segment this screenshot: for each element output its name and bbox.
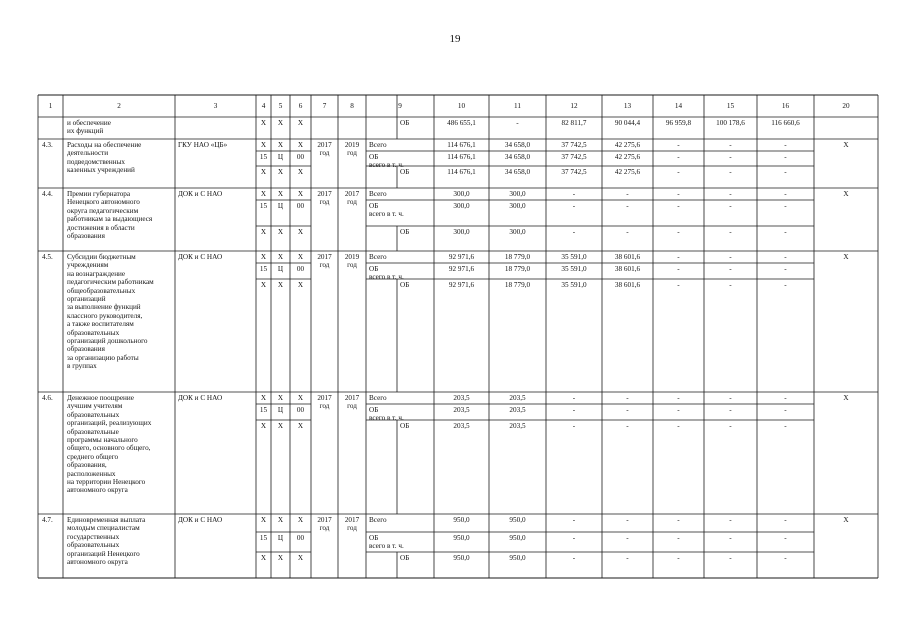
column-header-20: 20 [842, 102, 850, 110]
cell-kbk-2: X [277, 228, 284, 236]
cell-value-c16: - [784, 406, 787, 414]
cell-kbk-3: X [297, 422, 304, 430]
cell-kbk-2: Ц [277, 153, 284, 161]
cell-value-c14: - [677, 153, 680, 161]
cell-value-c10: 950,0 [453, 534, 470, 542]
cell-value-c13: - [626, 394, 629, 402]
cell-source-label: ОБ всего в т. ч. [369, 406, 404, 423]
cell-value-c12: 35 591,0 [561, 265, 587, 273]
cell-value-c15: - [729, 281, 732, 289]
cell-value-c13: - [626, 406, 629, 414]
entry-organization: ДОК и С НАО [178, 394, 223, 402]
cell-value-c10: 203,5 [453, 422, 470, 430]
cell-value-c11: 18 779,0 [504, 265, 531, 273]
cell-value-c14: - [677, 422, 680, 430]
cell-value-c14: - [677, 516, 680, 524]
cell-value-c16: - [784, 516, 787, 524]
cell-kbk-3: X [297, 516, 304, 524]
cell-value-c11: 203,5 [509, 394, 526, 402]
page-number: 19 [449, 33, 461, 45]
cell-source-label: Всего [369, 253, 387, 261]
cell-source-label: Всего [369, 516, 387, 524]
cell-value-c11: 300,0 [509, 190, 526, 198]
cell-value-c15: - [729, 406, 732, 414]
cell-kbk-2: X [277, 554, 284, 562]
cell-value-c11: 34 658,0 [504, 168, 531, 176]
entry-organization: ДОК и С НАО [178, 190, 223, 198]
cell-kbk-3: X [297, 119, 304, 127]
entry-end-year: 2017 год [344, 394, 360, 411]
cell-kbk-1: X [260, 554, 267, 562]
cell-source-label: Всего [369, 190, 387, 198]
cell-value-c15: - [729, 422, 732, 430]
cell-value-c11: - [516, 119, 519, 127]
entry-description: Расходы на обеспечение деятельности подведомственных казенных учреждений [67, 141, 142, 175]
cell-kbk-3: X [297, 394, 304, 402]
cell-kbk-3: 00 [296, 534, 305, 542]
cell-value-c13: 42 275,6 [614, 141, 641, 149]
cell-value-c10: 203,5 [453, 394, 470, 402]
cell-value-c14: - [677, 394, 680, 402]
cell-value-c12: - [572, 554, 576, 562]
cell-value-c13: - [626, 516, 629, 524]
cell-kbk-1: X [260, 394, 267, 402]
entry-col20: X [843, 516, 849, 524]
cell-value-c16: - [784, 281, 787, 289]
cell-kbk-3: X [297, 190, 304, 198]
cell-value-c14: - [677, 406, 680, 414]
cell-value-c12: - [572, 394, 576, 402]
cell-value-c16: - [784, 190, 787, 198]
cell-value-c14: - [677, 141, 680, 149]
cell-value-c10: 92 971,6 [448, 281, 475, 289]
entry-number: 4.6. [42, 394, 53, 402]
cell-source-label: ОБ всего в т. ч. [369, 153, 404, 170]
cell-value-c13: - [626, 228, 629, 236]
column-header-8: 8 [350, 102, 354, 110]
cell-value-c10: 950,0 [453, 516, 470, 524]
cell-value-c10: 300,0 [453, 202, 470, 210]
cell-kbk-2: Ц [277, 202, 284, 210]
cell-value-c12: - [572, 422, 576, 430]
cell-kbk-1: 15 [259, 202, 268, 210]
cell-kbk-1: X [260, 190, 267, 198]
cell-value-c11: 18 779,0 [504, 253, 531, 261]
entry-col20: X [843, 253, 849, 261]
cell-value-c16: - [784, 422, 787, 430]
cell-value-c13: - [626, 422, 629, 430]
column-header-10: 10 [457, 102, 466, 110]
cell-value-c12: - [572, 228, 576, 236]
cell-value-c11: 300,0 [509, 228, 526, 236]
entry-end-year: 2019 год [344, 253, 360, 270]
cell-kbk-2: X [277, 168, 284, 176]
cell-value-c14: - [677, 190, 680, 198]
cell-value-c10: 92 971,6 [448, 253, 475, 261]
cell-source-label: ОБ [400, 119, 410, 127]
cell-value-c16: - [784, 168, 787, 176]
cell-kbk-2: X [277, 516, 284, 524]
cell-kbk-2: X [277, 281, 284, 289]
cell-value-c14: - [677, 534, 680, 542]
cell-value-c11: 34 658,0 [504, 141, 531, 149]
cell-value-c16: - [784, 153, 787, 161]
cell-source-label: ОБ [400, 554, 410, 562]
cell-value-c13: - [626, 202, 629, 210]
cell-value-c15: 100 178,6 [716, 119, 745, 127]
cell-kbk-1: X [260, 141, 267, 149]
column-header-14: 14 [674, 102, 683, 110]
cell-value-c13: - [626, 554, 629, 562]
cell-value-c14: - [677, 265, 680, 273]
entry-number: 4.4. [42, 190, 53, 198]
cell-value-c13: 38 601,6 [614, 281, 641, 289]
cell-value-c12: - [572, 516, 576, 524]
cell-kbk-3: 00 [296, 202, 305, 210]
entry-number: 4.7. [42, 516, 53, 524]
cell-value-c11: 203,5 [509, 422, 526, 430]
column-header-5: 5 [278, 102, 283, 110]
column-header-13: 13 [623, 102, 632, 110]
cell-value-c15: - [729, 202, 732, 210]
column-header-7: 7 [322, 102, 327, 110]
cell-kbk-3: 00 [296, 265, 305, 273]
cell-value-c11: 950,0 [509, 534, 526, 542]
cell-value-c12: - [572, 534, 576, 542]
entry-description: Единовременная выплата молодым специалистам государственных образовательных организаций Ненецкого автономного округа [67, 516, 146, 567]
cell-value-c15: - [729, 534, 732, 542]
cell-value-c13: 42 275,6 [614, 153, 641, 161]
cell-value-c16: - [784, 202, 787, 210]
cell-kbk-2: X [277, 253, 284, 261]
column-header-12: 12 [570, 102, 578, 110]
cell-source-label: Всего [369, 394, 387, 402]
cell-value-c11: 950,0 [509, 516, 526, 524]
cell-kbk-2: X [277, 422, 284, 430]
entry-description: Денежное поощрение лучшим учителям образовательных организаций, реализующих образовательные программы начального общего, основного общего, среднего общего образования, расположенных на территории Ненецкого автономного округа [67, 394, 152, 495]
cell-value-c10: 486 655,1 [447, 119, 476, 127]
cell-value-c10: 203,5 [453, 406, 470, 414]
cell-value-c11: 300,0 [509, 202, 526, 210]
cell-value-c15: - [729, 516, 732, 524]
entry-start-year: 2017 год [317, 394, 332, 411]
cell-source-label: ОБ всего в т. ч. [369, 534, 404, 551]
cell-value-c15: - [729, 394, 732, 402]
entry-start-year: 2017 год [317, 516, 332, 533]
cell-value-c15: - [729, 153, 732, 161]
cell-value-c12: 37 742,5 [561, 168, 587, 176]
cell-kbk-2: Ц [277, 406, 284, 414]
cell-kbk-1: 15 [259, 265, 268, 273]
cell-value-c13: - [626, 534, 629, 542]
entry-col20: X [843, 190, 849, 198]
entry-organization: ГКУ НАО «ЦБ» [178, 141, 228, 149]
cell-value-c11: 34 658,0 [504, 153, 531, 161]
cell-value-c11: 18 779,0 [504, 281, 531, 289]
cell-kbk-2: Ц [277, 534, 284, 542]
entry-start-year: 2017 год [317, 253, 332, 270]
entry-end-year: 2017 год [344, 516, 360, 533]
entry-organization: ДОК и С НАО [178, 253, 223, 261]
cell-value-c16: - [784, 141, 787, 149]
cell-value-c15: - [729, 141, 732, 149]
cell-kbk-2: X [277, 141, 284, 149]
cell-value-c10: 114 676,1 [447, 168, 476, 176]
entry-end-year: 2019 год [344, 141, 360, 158]
cell-value-c11: 203,5 [509, 406, 526, 414]
cell-kbk-1: 15 [259, 406, 268, 414]
cell-value-c16: - [784, 554, 787, 562]
entry-end-year: 2017 год [344, 190, 360, 207]
cell-value-c10: 114 676,1 [447, 153, 476, 161]
row-description: и обеспечение их функций [67, 119, 111, 136]
cell-kbk-3: X [297, 554, 304, 562]
cell-value-c12: 37 742,5 [561, 141, 587, 149]
cell-value-c14: 96 959,8 [665, 119, 692, 127]
column-header-2: 2 [117, 102, 121, 110]
cell-source-label: ОБ всего в т. ч. [369, 265, 404, 282]
cell-value-c14: - [677, 228, 680, 236]
cell-value-c12: - [572, 406, 576, 414]
cell-value-c13: 90 044,4 [614, 119, 641, 127]
cell-value-c14: - [677, 168, 680, 176]
cell-value-c13: 38 601,6 [614, 265, 641, 273]
cell-source-label: ОБ [400, 422, 410, 430]
cell-kbk-2: X [277, 119, 284, 127]
cell-value-c12: 37 742,5 [561, 153, 587, 161]
column-header-4: 4 [261, 102, 266, 110]
column-header-9: 9 [398, 102, 402, 110]
cell-kbk-3: X [297, 228, 304, 236]
entry-description: Премии губернатора Ненецкого автономного округа педагогическим работникам за выдающиеся достижения в области образования [67, 190, 153, 241]
cell-source-label: ОБ [400, 228, 410, 236]
cell-source-label: ОБ всего в т. ч. [369, 202, 404, 219]
cell-value-c12: 82 811,7 [561, 119, 587, 127]
column-header-1: 1 [48, 102, 53, 110]
entry-number: 4.3. [42, 141, 53, 149]
entry-description: Субсидии бюджетным учреждениям на вознаграждение педагогическим работникам общеобразовательных организаций за выполнение функций классного руководителя, а также воспитателям образовательных организаций дошкольного образования за организацию работы в группах [67, 253, 154, 371]
entry-col20: X [843, 141, 849, 149]
cell-value-c10: 300,0 [453, 228, 470, 236]
cell-kbk-2: X [277, 394, 284, 402]
cell-value-c12: 35 591,0 [561, 281, 587, 289]
cell-value-c10: 950,0 [453, 554, 470, 562]
cell-value-c11: 950,0 [509, 554, 526, 562]
cell-value-c14: - [677, 202, 680, 210]
cell-value-c15: - [729, 228, 732, 236]
column-header-15: 15 [726, 102, 735, 110]
cell-value-c15: - [729, 190, 732, 198]
cell-kbk-1: X [260, 168, 267, 176]
cell-kbk-1: 15 [259, 153, 268, 161]
cell-kbk-3: 00 [296, 153, 305, 161]
cell-value-c15: - [729, 253, 732, 261]
cell-kbk-1: X [260, 422, 267, 430]
cell-value-c10: 300,0 [453, 190, 470, 198]
cell-kbk-2: Ц [277, 265, 284, 273]
cell-kbk-1: X [260, 119, 267, 127]
cell-value-c12: - [572, 190, 576, 198]
cell-kbk-1: X [260, 228, 267, 236]
entry-start-year: 2017 год [317, 190, 332, 207]
cell-kbk-3: X [297, 281, 304, 289]
cell-value-c13: - [626, 190, 629, 198]
column-header-3: 3 [213, 102, 218, 110]
cell-value-c16: - [784, 534, 787, 542]
cell-source-label: ОБ [400, 168, 410, 176]
entry-organization: ДОК и С НАО [178, 516, 223, 524]
column-header-16: 16 [781, 102, 790, 110]
cell-source-label: Всего [369, 141, 387, 149]
cell-value-c15: - [729, 265, 732, 273]
cell-source-label: ОБ [400, 281, 410, 289]
cell-value-c10: 92 971,6 [448, 265, 475, 273]
cell-value-c12: - [572, 202, 576, 210]
entry-number: 4.5. [42, 253, 53, 261]
entry-start-year: 2017 год [317, 141, 332, 158]
cell-value-c13: 42 275,6 [614, 168, 641, 176]
column-header-11: 11 [514, 102, 521, 110]
column-header-6: 6 [298, 102, 303, 110]
cell-kbk-1: 15 [259, 534, 268, 542]
cell-value-c16: - [784, 228, 787, 236]
cell-kbk-3: X [297, 253, 304, 261]
cell-value-c16: - [784, 265, 787, 273]
entry-col20: X [843, 394, 849, 402]
cell-value-c14: - [677, 281, 680, 289]
cell-kbk-3: 00 [296, 406, 305, 414]
cell-kbk-3: X [297, 141, 304, 149]
cell-value-c14: - [677, 554, 680, 562]
cell-kbk-1: X [260, 516, 267, 524]
cell-value-c13: 38 601,6 [614, 253, 641, 261]
cell-value-c12: 35 591,0 [561, 253, 587, 261]
cell-value-c16: 116 660,6 [771, 119, 800, 127]
cell-kbk-1: X [260, 253, 267, 261]
cell-kbk-3: X [297, 168, 304, 176]
cell-value-c14: - [677, 253, 680, 261]
cell-value-c15: - [729, 554, 732, 562]
cell-value-c10: 114 676,1 [447, 141, 476, 149]
cell-kbk-1: X [260, 281, 267, 289]
cell-kbk-2: X [277, 190, 284, 198]
cell-value-c16: - [784, 394, 787, 402]
cell-value-c16: - [784, 253, 787, 261]
cell-value-c15: - [729, 168, 732, 176]
